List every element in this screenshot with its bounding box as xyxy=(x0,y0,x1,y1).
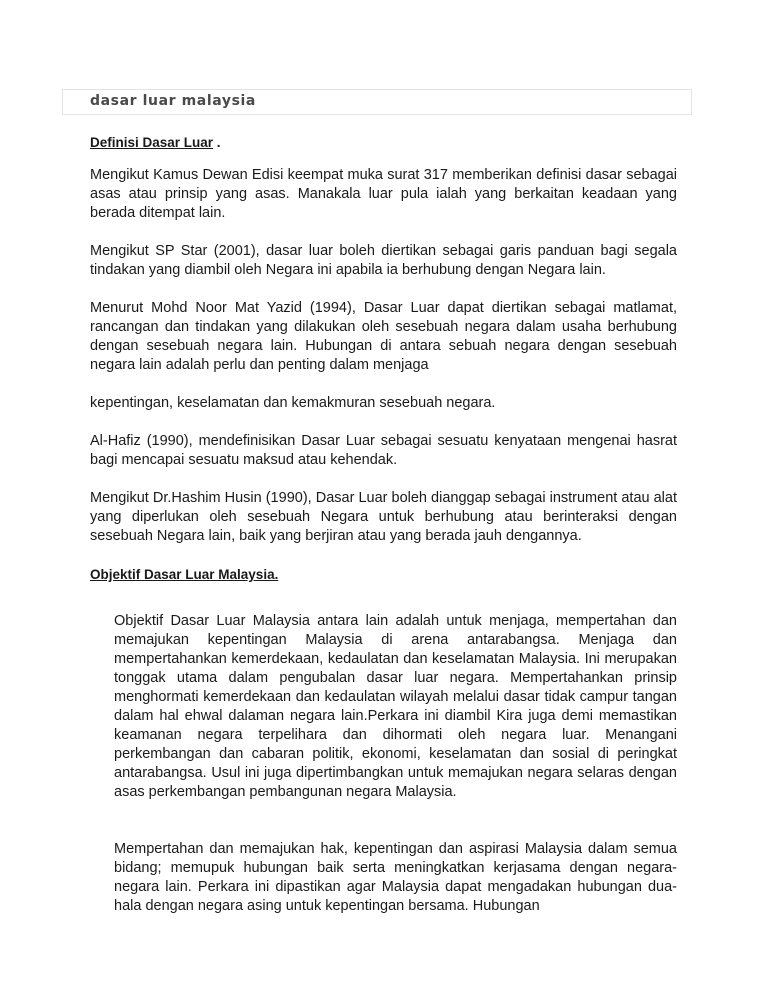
paragraph: kepentingan, keselamatan dan kemakmuran sesebuah negara. xyxy=(90,395,496,411)
page-title: dasar luar malaysia xyxy=(90,93,256,109)
heading-suffix: . xyxy=(213,135,221,150)
paragraph: Objektif Dasar Luar Malaysia antara lain adalah untuk menjaga, mempertahan dan memajukan kepentingan Malaysia di arena antarabangsa. Menjaga dan mempertahankan kemerdekaan, kedaulatan dan keselamatan Malaysia. Ini merupakan tonggak utama dalam pengubalan dasar luar negara. Mempertahankan prinsip menghormati kemerdekaan dan kedaulatan wilayah melalui dasar tidak campur tangan dalam hal ehwal dalaman negara lain.Perkara ini diambil Kira juga demi memastikan keamanan negara terpelihara dan dihormati oleh negara luar. Menangani perkembangan dan cabaran politik, ekonomi, keselamatan dan sosial di peringkat antarabangsa. Usul ini juga dipertimbangkan untuk memajukan negara selaras dengan asas perkembangan pembangunan negara Malaysia. xyxy=(114,613,677,800)
paragraph: Al-Hafiz (1990), mendefinisikan Dasar Luar sebagai sesuatu kenyataan mengenai hasrat bagi mencapai sesuatu maksud atau kehendak. xyxy=(90,433,677,468)
paragraph: Menurut Mohd Noor Mat Yazid (1994), Dasar Luar dapat diertikan sebagai matlamat, rancangan dan tindakan yang dilakukan oleh sesebuah negara dalam usaha berhubung dengan sesebuah negara lain. Hubungan di antara sebuah negara dengan sesebuah negara lain adalah perlu dan penting dalam menjaga xyxy=(90,300,677,373)
title-bar xyxy=(62,89,692,115)
heading-link-text: Definisi Dasar Luar xyxy=(90,135,214,150)
paragraph: Mengikut Kamus Dewan Edisi keempat muka surat 317 memberikan definisi dasar sebagai asas atau prinsip yang asas. Manakala luar pula ialah yang berkaitan keadaan yang berada ditempat lain. xyxy=(90,167,677,221)
paragraph: Mengikut Dr.Hashim Husin (1990), Dasar Luar boleh dianggap sebagai instrument atau alat yang diperlukan oleh sesebuah Negara untuk berhubung atau berinteraksi dengan sesebuah Negara lain, baik yang berjiran atau yang berada jauh dengannya. xyxy=(90,490,677,544)
section-heading-definisi xyxy=(90,133,677,152)
paragraph: Mengikut SP Star (2001), dasar luar boleh diertikan sebagai garis panduan bagi segala tindakan yang diambil oleh Negara ini apabila ia berhubung dengan Negara lain. xyxy=(90,243,677,278)
paragraph: Mempertahan dan memajukan hak, kepentingan dan aspirasi Malaysia dalam semua bidang; memupuk hubungan baik serta meningkatkan kerjasama dengan negara-negara lain. Perkara ini dipastikan agar Malaysia dapat mengadakan hubungan dua-hala dengan negara asing untuk kepentingan bersama. Hubungan xyxy=(114,841,677,914)
objective-block xyxy=(114,612,677,916)
spacer xyxy=(114,802,677,840)
document-body xyxy=(90,133,677,916)
section-heading-objektif: Objektif Dasar Luar Malaysia. xyxy=(90,567,279,582)
